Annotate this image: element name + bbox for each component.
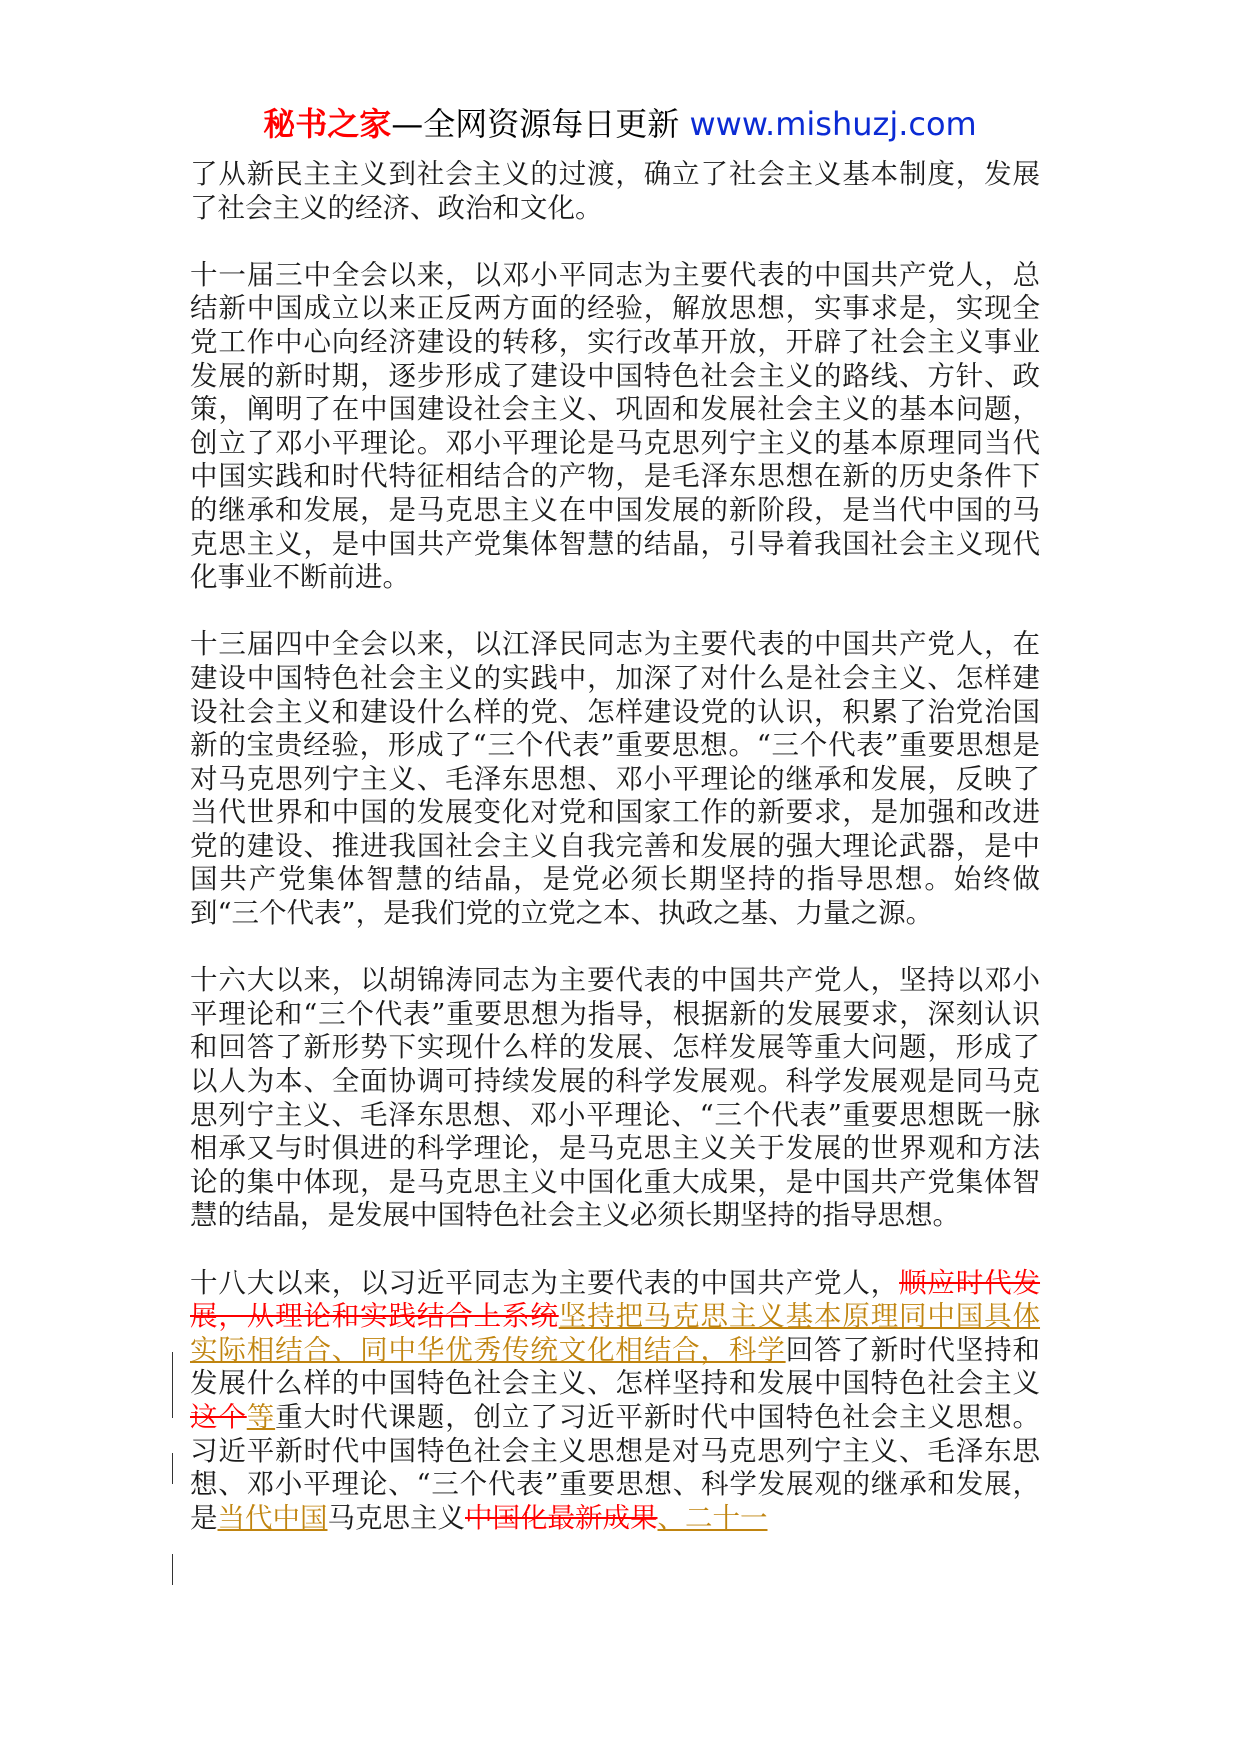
normal-text: 回答了新时代坚持和发展什么样的中国特色社会主义、怎样坚持和发展中国特色社会主义 — [190, 1333, 1041, 1400]
deleted-text: 中国化最新成果 — [465, 1501, 658, 1534]
normal-text: 马克思主义 — [327, 1501, 465, 1534]
tracked-changes-paragraph — [190, 1267, 1040, 1536]
paragraph: 十三届四中全会以来，以江泽民同志为主要代表的中国共产党人，在建设中国特色社会主义的实践中，加深了对什么是社会主义、怎样建设社会主义和建设什么样的党、怎样建设党的认识，积累了治党治国新的宝贵经验，形成了“三个代表”重要思想。“三个代表”重要思想是对马克思列宁主义、毛泽东思想、邓小平理论的继承和发展，反映了当代世界和中国的发展变化对党和国家工作的新要求，是加强和改进党的建设、推进我国社会主义自我完善和发展的强大理论武器，是中国共产党集体智慧的结晶，是党必须长期坚持的指导思想。始终做到“三个代表”，是我们党的立党之本、执政之基、力量之源。 — [190, 628, 1040, 930]
site-header — [0, 104, 1240, 144]
inserted-text: 、二十一 — [657, 1501, 768, 1534]
deleted-text: 顺应时代发展，从理论和实践结合上系统 — [190, 1266, 1041, 1333]
paragraph: 了从新民主主义到社会主义的过渡，确立了社会主义基本制度，发展了社会主义的经济、政治和文化。 — [190, 158, 1040, 224]
inserted-text: 当代中国 — [217, 1501, 328, 1534]
brand-name: 秘书之家 — [263, 105, 392, 143]
header-slogan: —全网资源每日更新 — [391, 105, 680, 143]
change-bar — [172, 1554, 173, 1585]
inserted-text: 坚持把马克思主义基本原理同中国具体实际相结合、同中华优秀传统文化相结合，科学 — [190, 1300, 1041, 1366]
inserted-text: 等 — [246, 1400, 276, 1433]
normal-text: 十八大以来，以习近平同志为主要代表的中国共产党人， — [190, 1266, 900, 1299]
document-body — [190, 158, 1040, 1535]
site-url-link[interactable]: www.mishuzj.com — [689, 105, 977, 143]
change-bar — [172, 1453, 173, 1484]
normal-text: 重大时代课题，创立了习近平新时代中国特色社会主义思想。习近平新时代中国特色社会主义思想是对马克思列宁主义、毛泽东思想、邓小平理论、“三个代表”重要思想、科学发展观的继承和发展，是 — [190, 1400, 1041, 1534]
paragraph: 十一届三中全会以来，以邓小平同志为主要代表的中国共产党人，总结新中国成立以来正反两方面的经验，解放思想，实事求是，实现全党工作中心向经济建设的转移，实行改革开放，开辟了社会主义事业发展的新时期，逐步形成了建设中国特色社会主义的路线、方针、政策，阐明了在中国建设社会主义、巩固和发展社会主义的基本问题，创立了邓小平理论。邓小平理论是马克思列宁主义的基本原理同当代中国实践和时代特征相结合的产物，是毛泽东思想在新的历史条件下的继承和发展，是马克思主义在中国发展的新阶段，是当代中国的马克思主义，是中国共产党集体智慧的结晶，引导着我国社会主义现代化事业不断前进。 — [190, 258, 1040, 594]
paragraph: 十六大以来，以胡锦涛同志为主要代表的中国共产党人，坚持以邓小平理论和“三个代表”重要思想为指导，根据新的发展要求，深刻认识和回答了新形势下实现什么样的发展、怎样发展等重大问题，形成了以人为本、全面协调可持续发展的科学发展观。科学发展观是同马克思列宁主义、毛泽东思想、邓小平理论、“三个代表”重要思想既一脉相承又与时俱进的科学理论，是马克思主义关于发展的世界观和方法论的集中体现，是马克思主义中国化重大成果，是中国共产党集体智慧的结晶，是发展中国特色社会主义必须长期坚持的指导思想。 — [190, 964, 1040, 1232]
deleted-text: 这个 — [190, 1400, 247, 1433]
change-bar — [172, 1352, 173, 1418]
